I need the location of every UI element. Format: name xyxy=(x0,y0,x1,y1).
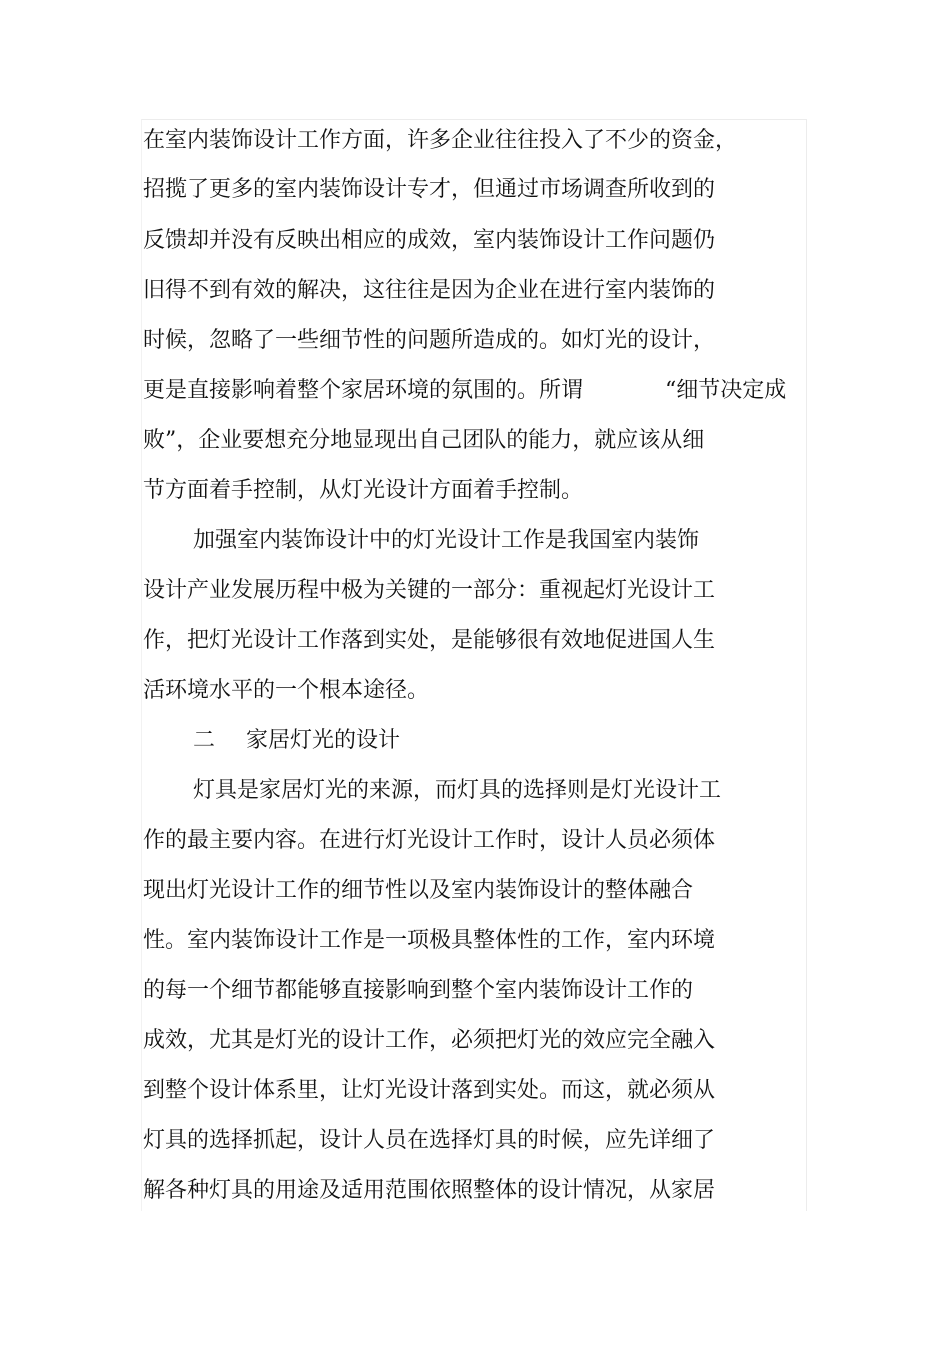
section-title: 家居灯光的设计 xyxy=(246,728,401,753)
text-line: 性。室内装饰设计工作是一项极具整体性的工作，室内环境 xyxy=(143,928,716,953)
text-line: 灯具是家居灯光的来源，而灯具的选择则是灯光设计工 xyxy=(193,778,722,803)
text-line: 到整个设计体系里，让灯光设计落到实处。而这，就必须从 xyxy=(143,1078,716,1103)
text-line: 作，把灯光设计工作落到实处，是能够很有效地促进国人生 xyxy=(143,628,716,653)
text-line: 现出灯光设计工作的细节性以及室内装饰设计的整体融合 xyxy=(143,878,694,903)
text-line: 解各种灯具的用途及适用范围依照整体的设计情况，从家居 xyxy=(143,1178,716,1203)
text-line: 节方面着手控制，从灯光设计方面着手控制。 xyxy=(143,478,584,503)
text-line: 在室内装饰设计工作方面，许多企业往往投入了不少的资金， xyxy=(143,128,738,153)
text-line: 的每一个细节都能够直接影响到整个室内装饰设计工作的 xyxy=(143,978,694,1003)
text-line: 旧得不到有效的解决，这往往是因为企业在进行室内装饰的 xyxy=(143,278,716,303)
text-line: 作的最主要内容。在进行灯光设计工作时，设计人员必须体 xyxy=(143,828,716,853)
text-line: 时候，忽略了一些细节性的问题所造成的。如灯光的设计， xyxy=(143,328,716,353)
text-segment: 更是直接影响着整个家居环境的氛围的。所谓 xyxy=(143,378,584,403)
text-segment: “细节决定成 xyxy=(665,378,787,403)
text-line: 灯具的选择抓起，设计人员在选择灯具的时候，应先详细了 xyxy=(143,1128,716,1153)
section-number: 二 xyxy=(193,728,216,753)
text-line: 设计产业发展历程中极为关键的一部分：重视起灯光设计工 xyxy=(143,578,716,603)
text-line: 反馈却并没有反映出相应的成效，室内装饰设计工作问题仍 xyxy=(143,228,716,253)
text-line: 加强室内装饰设计中的灯光设计工作是我国室内装饰 xyxy=(193,528,700,553)
text-line: 成效，尤其是灯光的设计工作，必须把灯光的效应完全融入 xyxy=(143,1028,716,1053)
text-line: 败”，企业要想充分地显现出自己团队的能力，就应该从细 xyxy=(143,428,705,453)
text-line: 招揽了更多的室内装饰设计专才，但通过市场调查所收到的 xyxy=(143,177,716,202)
text-line: 活环境水平的一个根本途径。 xyxy=(143,678,430,703)
